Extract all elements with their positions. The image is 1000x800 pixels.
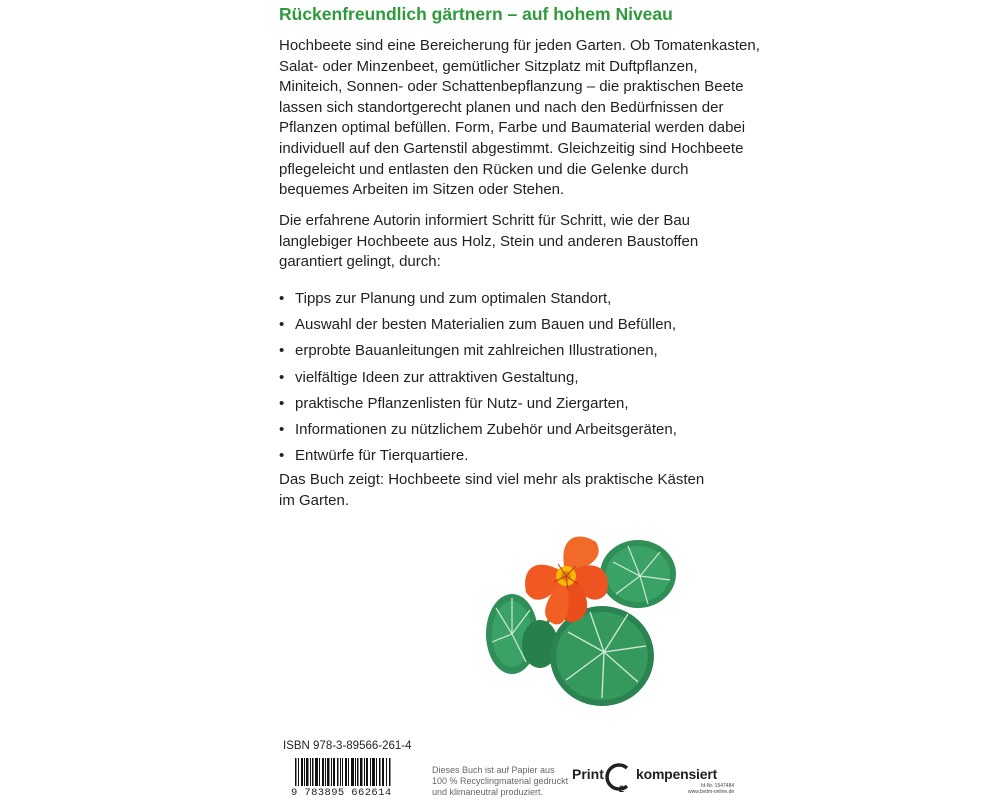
- print-co2-kompensiert-logo: [572, 760, 735, 796]
- logo-website: www.bvdm-online.de: [688, 789, 735, 795]
- logo-kompensiert-word: kompensiert: [636, 766, 718, 782]
- author-line: garantiert gelingt, durch:: [279, 253, 441, 271]
- paper-note-line: 100 % Recyclingmaterial gedruckt: [432, 776, 569, 786]
- co2-number: 2: [619, 784, 625, 794]
- feature-list-item: • Entwürfe für Tierquartiere.: [279, 443, 677, 469]
- blurb-title: Rückenfreundlich gärtnern – auf hohem Niveau: [279, 4, 673, 24]
- intro-paragraph: [279, 36, 760, 201]
- intro-line: Pflanzen optimal befüllen. Form, Farbe und Baumaterial werden dabei: [279, 119, 746, 137]
- closing-line: Das Buch zeigt: Hochbeete sind viel mehr als praktische Kästen: [279, 471, 705, 488]
- feature-list-item: • erprobte Bauanleitungen mit zahlreichen Illustrationen,: [279, 338, 677, 364]
- closing-paragraph: [279, 470, 704, 511]
- nasturtium-flower-illustration: [478, 522, 688, 712]
- logo-id-number: Id-Nr. 1547484: [701, 783, 735, 789]
- logo-print-word: Print: [572, 766, 604, 782]
- logo-id-lines: [688, 783, 734, 795]
- author-line: langlebiger Hochbeete aus Holz, Stein und anderen Baustoffen: [279, 232, 699, 250]
- intro-line: Hochbeete sind eine Bereicherung für jeden Garten. Ob Tomatenkasten,: [279, 37, 760, 54]
- author-line: Die erfahrene Autorin informiert Schritt für Schritt, wie der Bau: [279, 212, 691, 229]
- isbn-number: ISBN 978-3-89566-261-4: [283, 740, 412, 752]
- closing-line: im Garten.: [279, 491, 350, 509]
- intro-line: Miniteich, Sonnen- oder Schattenbepflanzung – die praktischen Beete: [279, 78, 744, 96]
- paper-note-line: und klimaneutral produziert.: [432, 787, 544, 797]
- intro-line: Salat- oder Minzenbeet, gemütlicher Sitzplatz mit Duftpflanzen,: [279, 57, 698, 75]
- co2-icon: [602, 760, 636, 796]
- author-paragraph: [279, 211, 698, 273]
- feature-list: [279, 286, 677, 469]
- intro-line: lassen sich standortgerecht planen und nach den Bedürfnissen der: [279, 98, 724, 116]
- feature-list-item: • vielfältige Ideen zur attraktiven Gestaltung,: [279, 365, 677, 391]
- intro-line: individuell auf den Gartenstil abgestimmt. Gleichzeitig sind Hochbeete: [279, 139, 744, 157]
- recycled-paper-note: [432, 765, 568, 798]
- feature-list-item: • praktische Pflanzenlisten für Nutz- und Ziergarten,: [279, 391, 677, 417]
- feature-list-item: • Auswahl der besten Materialien zum Bauen und Befüllen,: [279, 312, 677, 338]
- barcode-digits: 9 783895 662614: [291, 786, 397, 800]
- intro-line: bequemes Arbeiten im Sitzen oder Stehen.: [279, 181, 565, 199]
- feature-list-item: • Informationen zu nützlichem Zubehör und Arbeitsgeräten,: [279, 417, 677, 443]
- intro-line: pflegeleicht und entlasten den Rücken und die Gelenke durch: [279, 160, 689, 178]
- feature-list-item: • Tipps zur Planung und zum optimalen Standort,: [279, 286, 677, 312]
- paper-note-line: Dieses Buch ist auf Papier aus: [432, 765, 555, 775]
